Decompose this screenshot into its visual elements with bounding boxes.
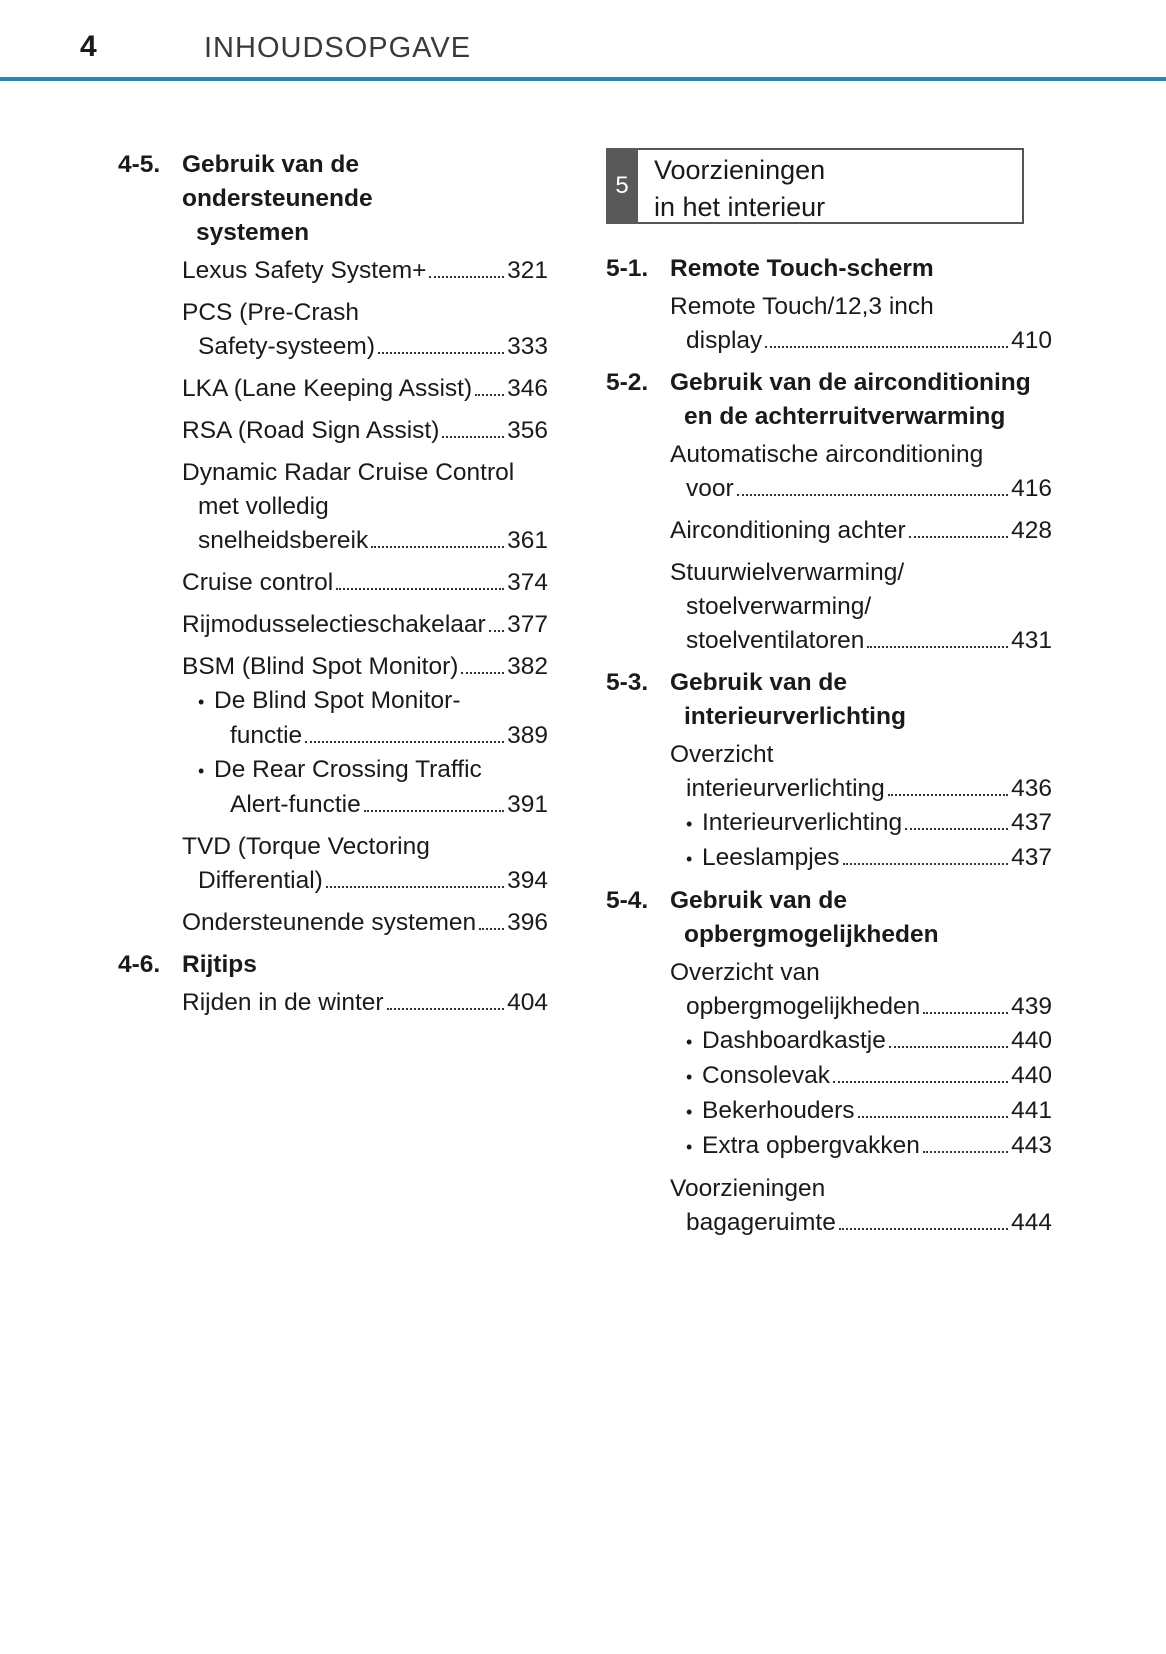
toc-entry[interactable]: Remote Touch/12,3 inch display 410: [670, 293, 1052, 354]
bullet-icon: •: [686, 849, 693, 869]
right-column: [606, 148, 1052, 1248]
toc-entry[interactable]: Voorzieningen bagageruimte 444: [670, 1175, 1052, 1236]
section-5-3[interactable]: 5-3. Gebruik van de interieurverlichting: [606, 669, 906, 730]
toc-sub-entry[interactable]: • De Blind Spot Monitor- functie 389: [198, 687, 548, 749]
section-5-4[interactable]: 5-4. Gebruik van de opbergmogelijkheden: [606, 887, 939, 948]
chapter-title: Voorzieningen in het interieur: [654, 155, 826, 222]
toc-entry[interactable]: Dynamic Radar Cruise Control met volledig snelheidsbereik 361: [182, 459, 548, 554]
bullet-icon: •: [686, 1137, 693, 1157]
toc-entry[interactable]: Automatische airconditioning voor 416: [670, 441, 1052, 502]
toc-entry[interactable]: Rijmodusselectieschakelaar 377: [182, 611, 548, 638]
section-5-1[interactable]: 5-1. Remote Touch-scherm: [606, 255, 934, 282]
toc-sub-entry[interactable]: • Consolevak 440: [686, 1059, 1052, 1094]
toc-sub-entry[interactable]: • Bekerhouders 441: [686, 1094, 1052, 1129]
section-5-2[interactable]: 5-2. Gebruik van de airconditioning en de achterruitverwarming: [606, 369, 1031, 430]
toc-entry[interactable]: Overzicht interieurverlichting 436: [670, 741, 1052, 802]
page-header: [0, 0, 1166, 82]
bullet-icon: •: [686, 1032, 693, 1052]
toc-entry[interactable]: BSM (Blind Spot Monitor) 382: [182, 653, 548, 680]
bullet-icon: •: [686, 814, 693, 834]
header-title: INHOUDSOPGAVE: [204, 32, 472, 64]
toc-sub-entry[interactable]: • Dashboardkastje 440: [686, 1024, 1052, 1059]
bullet-icon: •: [198, 761, 205, 781]
bullet-icon: •: [198, 692, 205, 712]
toc-entry[interactable]: Lexus Safety System+ 321: [182, 257, 548, 284]
bullet-icon: •: [686, 1067, 693, 1087]
toc-entry[interactable]: PCS (Pre-Crash Safety-systeem) 333: [182, 299, 548, 360]
toc-sub-entry[interactable]: • Interieurverlichting 437: [686, 806, 1052, 841]
toc-sub-entry[interactable]: • Leeslampjes 437: [686, 841, 1052, 876]
toc-entry[interactable]: LKA (Lane Keeping Assist) 346: [182, 375, 548, 402]
toc-entry[interactable]: Rijden in de winter 404: [182, 989, 548, 1016]
section-4-5[interactable]: 4-5. Gebruik van de ondersteunende systemen: [118, 151, 373, 246]
page-number: 4: [80, 30, 97, 63]
toc-entry[interactable]: Ondersteunende systemen 396: [182, 909, 548, 936]
section-4-6[interactable]: 4-6. Rijtips: [118, 951, 257, 978]
toc-sub-entry[interactable]: • Extra opbergvakken 443: [686, 1129, 1052, 1164]
toc-entry[interactable]: Stuurwielverwarming/ stoelverwarming/ stoelventilatoren 431: [670, 559, 1052, 654]
header-rule: [0, 77, 1166, 81]
toc-entry[interactable]: Cruise control 374: [182, 569, 548, 596]
toc-entry[interactable]: TVD (Torque Vectoring Differential) 394: [182, 833, 548, 894]
bullet-icon: •: [686, 1102, 693, 1122]
toc-sub-entry[interactable]: • De Rear Crossing Traffic Alert-functie 391: [198, 756, 548, 818]
toc-entry[interactable]: Airconditioning achter 428: [670, 517, 1052, 544]
chapter-5-box[interactable]: [606, 148, 1024, 224]
toc-entry[interactable]: Overzicht van opbergmogelijkheden 439: [670, 959, 1052, 1020]
toc-entry[interactable]: RSA (Road Sign Assist) 356: [182, 417, 548, 444]
chapter-number-tab: 5: [606, 148, 638, 224]
left-column: [118, 148, 548, 1028]
